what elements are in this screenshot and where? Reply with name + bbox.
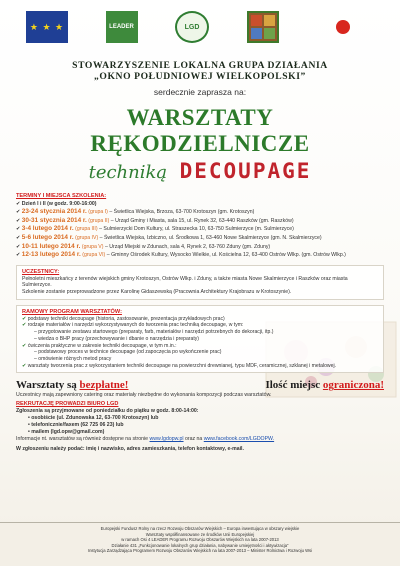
terms-label: TERMINY I MIEJSCA SZKOLENIA: [16, 193, 107, 199]
program-subitem: – podstawowy proces w technice decoupage (od zapoczęcia po wykończenie prac) [22, 349, 378, 356]
contact-email: • mailem (lgd.opw@gmail.com) [28, 429, 105, 436]
program-box [16, 305, 384, 373]
limited-notice: Ilość miejsc ograniczona! [265, 379, 384, 392]
terms-hours: ✔ Dzień I i II (w godz. 9:00-16:00) [16, 200, 97, 207]
program-subitem: – wiedza o BHP pracy (przechowywanie i dbanie o narzędzia i preparaty) [22, 336, 378, 343]
prow-emblem-icon [336, 20, 350, 34]
contact-phone: • telefonicznie/faxem (62 725 06 23) lub [28, 422, 124, 429]
program-item: ✔ warsztaty tworzenia prac z wykorzystaniem techniki decoupage na powierzchni drewnianej, typu MDF, ceramicznej, szklanej i metalowej. [22, 363, 378, 370]
contact-info-line: Informacje nt. warsztatów są również dostępne na stronie www.lgdopw.pl oraz na www.facebook.com/LGDOPW. [16, 436, 275, 443]
prow-logo [316, 11, 374, 43]
participants-box [16, 265, 384, 300]
program-subitem: – omówienie różnych metod pracy [22, 356, 378, 363]
contact-address: • osobiście (ul. Zdunowska 12, 63-700 Krotoszyn) lub [28, 415, 159, 422]
lgd-logo: LGD [175, 11, 209, 43]
term-item: ✔ 30-31 stycznia 2014 r. (grupa II) – Urząd Gminy i Miasta, sala 15, ul. Rynek 32, 63-440 Raszków (gm. Raszków) [16, 216, 294, 224]
okno-coat-of-arms-logo [247, 11, 279, 43]
contact-intro: Zgłoszenia są przyjmowane od poniedziałku do piątku w godz. 8:00-14:00: [16, 408, 199, 415]
poster-content [16, 8, 384, 562]
catering-note: Uczestnicy mają zapewniony catering oraz materiały niezbędne do wykonania kompozycji podczas warsztatów. [16, 392, 272, 399]
term-item: ✔ 12-13 lutego 2014 r. (grupa VI) – Gminny Ośrodek Kultury, Wysocko Wielkie, ul. Kościelna 12, 63-400 Ostrów Wlkp. (gm. Ostrów Wlkp.) [16, 251, 346, 259]
website-link[interactable]: www.lgdopw.pl [149, 436, 184, 443]
coat-of-arms-icon [249, 13, 277, 41]
participants-label: UCZESTNICY: [22, 268, 60, 275]
funding-footer: Europejski Fundusz Rolny na rzecz Rozwoju Obszarów Wiejskich – Europa inwestująca w obszary wiejskie Warsztaty współfinansowane ze środków Unii Europejskiej w ramach Osi 4 LEADER Programu Rozwoju Obszarów Wiejskich na lata 2007-2013 Działanie 431 „Funkcjonowanie lokalnych grup działania, nabywanie umiejętności i aktywizacja” Instytucja Zarządzająca Programem Rozwoju Obszarów Wiejskich na lata 2007-2013 – Minister Rolnictwa i Rozwoju Wsi [0, 522, 400, 566]
term-item: ✔ 5-6 lutego 2014 r. (grupa IV) – Świetlica Wiejska, Izbiczno, ul. Środkowa 1, 63-460 Nowe Skalmierzyce (gm. N. Skalmierzyce) [16, 233, 322, 241]
facebook-link[interactable]: www.facebook.com/LGDOPW. [203, 436, 275, 443]
contact-section [16, 401, 384, 453]
term-item: ✔ 3-4 lutego 2014 r. (grupa III) – Sulmierzycki Dom Kultury, ul. Straszecka 10, 63-750 Sulmierzyce (m. Sulmierzyce) [16, 225, 294, 233]
invitation-text: serdecznie zaprasza na: [153, 87, 247, 97]
program-item: ✔ rodzaje materiałów i narzędzi wykorzystywanych do tworzenia prac techniką decoupage, w tym: [22, 322, 378, 329]
program-item: ✔ podstawy techniki decoupage (historia, zastosowanie, prezentacja przykładowych prac) [22, 316, 378, 323]
trainer-text: Szkolenie zostanie przeprowadzone przez Karolinę Gidaszewską (Pracownia Architektury Krajobrazu w Krotoszynie). [22, 289, 292, 296]
term-item: ✔ 10-11 lutego 2014 r. (grupa V) – Urząd Miejski w Zdunach, sala 4, Rynek 2, 63-760 Zduny (gm. Zduny) [16, 242, 271, 250]
subtitle-technique: techniką [88, 162, 168, 183]
main-title: WARSZTATY RĘKODZIELNICZE [90, 105, 310, 156]
program-subitem: – przygotowanie zestawu startowego (preparaty, farb, materiałów i narzędzi potrzebnych do dekoracji, itp.) [22, 329, 378, 336]
application-requirements: W zgłoszeniu należy podać: imię i nazwisko, adres zamieszkania, telefon kontaktowy, e-mail. [16, 446, 244, 453]
free-notice: Warsztaty są bezpłatne! [16, 379, 129, 392]
program-label: RAMOWY PROGRAM WARSZTATÓW: [22, 308, 122, 315]
program-list [22, 316, 378, 370]
free-and-limited-banner [16, 379, 384, 391]
eu-flag-logo [26, 11, 68, 43]
term-item: ✔ 23-24 stycznia 2014 r. (grupa I) – Świetlica Wiejska, Brzoza, 63-700 Krotoszyn (gm. Krotoszyn) [16, 208, 255, 216]
leader-logo: LEADER [106, 11, 138, 43]
participants-text: Pełnoletni mieszkańcy z terenów wiejskich gminy Krotoszyn, Ostrów Wlkp. i Zduny, a także miasta Nowe Skalmierzyce i Raszków oraz miasta Sulmierzyce. [22, 275, 348, 289]
contact-label: REKRUTACJĘ PROWADZI BIURO LGD [16, 401, 119, 408]
eu-stars-icon: ★ ★ ★ [29, 21, 65, 32]
logo-bar [16, 8, 384, 46]
subtitle-decoupage: DECOUPAGE [179, 159, 312, 183]
terms-section [16, 193, 384, 260]
subtitle [16, 159, 384, 189]
organization-name: STOWARZYSZENIE LOKALNA GRUPA DZIAŁANIA „OKNO POŁUDNIOWEJ WIELKOPOLSKI” [72, 60, 328, 82]
program-item: ✔ ćwiczenia praktyczne w zakresie techniki decoupage, w tym m.in.: [22, 343, 378, 350]
